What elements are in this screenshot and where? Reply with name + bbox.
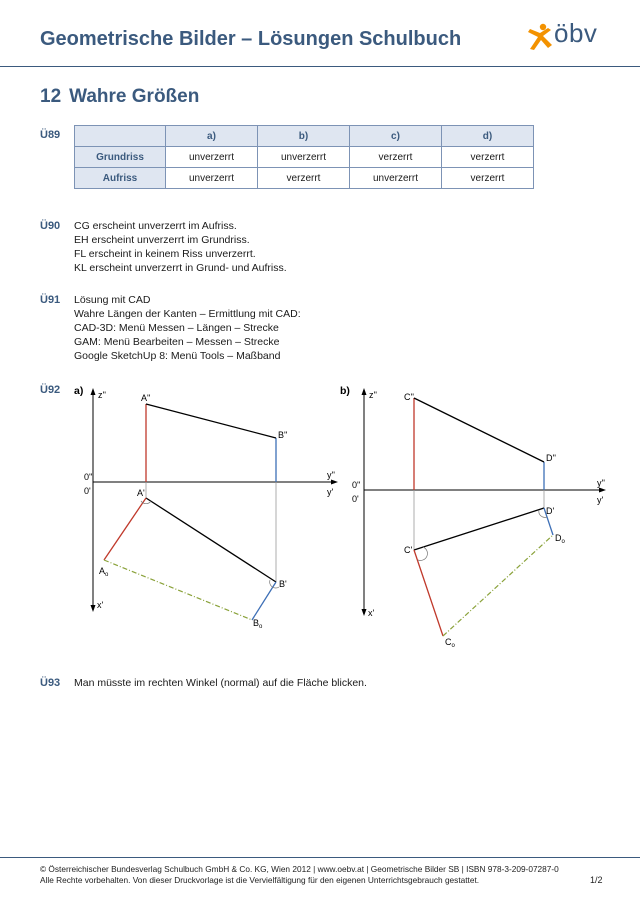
table-row bbox=[75, 168, 534, 189]
plan-segment bbox=[146, 498, 276, 582]
table-cell: verzerrt bbox=[442, 168, 534, 189]
table-corner bbox=[75, 126, 166, 147]
true-length-line bbox=[443, 535, 553, 636]
answer-line: FL erscheint in keinem Riss unverzerrt. bbox=[74, 248, 256, 260]
label-z: z'' bbox=[98, 390, 106, 400]
figure-b-label: b) bbox=[340, 385, 350, 397]
label-origin-2: 0'' bbox=[352, 480, 361, 490]
label-x: x' bbox=[97, 600, 104, 610]
label-D1: D' bbox=[546, 506, 555, 516]
exercise-tag-u90: Ü90 bbox=[40, 220, 61, 232]
label-D2: D'' bbox=[546, 453, 556, 463]
u90-answer bbox=[74, 219, 287, 275]
figure-b bbox=[340, 385, 606, 649]
table-row bbox=[75, 147, 534, 168]
answer-line: Google SketchUp 8: Menü Tools – Maßband bbox=[74, 350, 281, 362]
answer-line: CAD-3D: Menü Messen – Längen – Strecke bbox=[74, 322, 279, 334]
arrow-up-icon bbox=[362, 388, 367, 395]
table-cell: unverzerrt bbox=[258, 147, 350, 168]
figure-a-label: a) bbox=[74, 385, 84, 397]
label-D0: $D_o$ bbox=[555, 533, 565, 545]
arrow-down-icon bbox=[362, 609, 367, 616]
answer-line: KL erscheint unverzerrt in Grund- und Aufriss. bbox=[74, 262, 287, 274]
label-y2: y'' bbox=[327, 470, 335, 480]
elevation-segment bbox=[414, 398, 544, 462]
column-header: b) bbox=[258, 126, 350, 147]
table-header-row bbox=[75, 126, 534, 147]
chapter-title: Wahre Größen bbox=[69, 86, 200, 107]
label-origin-1: 0' bbox=[84, 486, 91, 496]
label-x: x' bbox=[368, 608, 375, 618]
u89-table bbox=[74, 125, 534, 189]
exercise-tag-u92: Ü92 bbox=[40, 384, 61, 396]
label-C1: C' bbox=[404, 545, 413, 555]
plan-segment bbox=[414, 508, 544, 550]
label-B2: B'' bbox=[278, 430, 288, 440]
oebv-logo bbox=[526, 18, 638, 52]
arrow-right-icon bbox=[599, 488, 606, 493]
label-origin-2: 0'' bbox=[84, 472, 93, 482]
header-divider bbox=[0, 66, 640, 67]
column-header: c) bbox=[350, 126, 442, 147]
label-origin-1: 0' bbox=[352, 494, 359, 504]
table-cell: verzerrt bbox=[258, 168, 350, 189]
answer-line: EH erscheint unverzerrt im Grundriss. bbox=[74, 234, 250, 246]
plan-b-rotated bbox=[252, 582, 276, 620]
footer-line: Alle Rechte vorbehalten. Von dieser Druckvorlage ist die Vervielfältigung für den eigenen Unterrichtsgebrauch gestattet. bbox=[40, 875, 480, 885]
label-z: z'' bbox=[369, 390, 377, 400]
footer-copyright bbox=[40, 864, 559, 886]
label-y1: y' bbox=[327, 487, 334, 497]
footer-divider bbox=[0, 857, 640, 858]
label-C0: $C_o$ bbox=[445, 637, 455, 649]
column-header: d) bbox=[442, 126, 534, 147]
row-header: Aufriss bbox=[75, 168, 166, 189]
figure-a bbox=[74, 385, 338, 630]
arrow-down-icon bbox=[91, 605, 96, 612]
plan-a-rotated bbox=[104, 498, 146, 560]
arrow-up-icon bbox=[91, 388, 96, 395]
right-angle-mark bbox=[418, 547, 427, 560]
u93-answer: Man müsste im rechten Winkel (normal) auf die Fläche blicken. bbox=[74, 677, 367, 689]
page-number: 1/2 bbox=[590, 875, 603, 885]
label-C2: C'' bbox=[404, 392, 414, 402]
oebv-logo-mark-icon bbox=[526, 22, 554, 52]
column-header: a) bbox=[166, 126, 258, 147]
label-A1: A' bbox=[137, 488, 145, 498]
label-B1: B' bbox=[279, 579, 287, 589]
chapter-heading bbox=[40, 86, 199, 108]
table-cell: unverzerrt bbox=[166, 168, 258, 189]
table-cell: unverzerrt bbox=[350, 168, 442, 189]
row-header: Grundriss bbox=[75, 147, 166, 168]
label-y2: y'' bbox=[597, 478, 605, 488]
exercise-tag-u91: Ü91 bbox=[40, 294, 61, 306]
answer-line: GAM: Menü Bearbeiten – Messen – Strecke bbox=[74, 336, 280, 348]
document-title: Geometrische Bilder – Lösungen Schulbuch bbox=[40, 28, 462, 50]
label-y1: y' bbox=[597, 495, 604, 505]
true-length-line bbox=[104, 560, 252, 620]
elevation-segment bbox=[146, 404, 276, 438]
table-cell: verzerrt bbox=[442, 147, 534, 168]
table-cell: unverzerrt bbox=[166, 147, 258, 168]
label-A2: A'' bbox=[141, 393, 151, 403]
footer-line: © Österreichischer Bundesverlag Schulbuch GmbH & Co. KG, Wien 2012 | www.oebv.at | Geometrische Bilder SB | ISBN 978-3-209-07287-0 bbox=[40, 864, 559, 874]
u91-answer bbox=[74, 293, 301, 363]
answer-line: Wahre Längen der Kanten – Ermittlung mit CAD: bbox=[74, 308, 301, 320]
label-A0: $A_o$ bbox=[99, 566, 109, 578]
plan-c-rotated bbox=[414, 550, 443, 636]
u92-construction-figures bbox=[0, 380, 640, 660]
chapter-number: 12 bbox=[40, 86, 62, 107]
logo-text: öbv bbox=[554, 18, 598, 48]
exercise-tag-u93: Ü93 bbox=[40, 677, 61, 689]
exercise-tag-u89: Ü89 bbox=[40, 129, 61, 141]
arrow-right-icon bbox=[331, 480, 338, 485]
table-cell: verzerrt bbox=[350, 147, 442, 168]
answer-line: CG erscheint unverzerrt im Aufriss. bbox=[74, 220, 237, 232]
label-B0: $B_o$ bbox=[253, 618, 263, 630]
answer-line: Lösung mit CAD bbox=[74, 294, 151, 306]
